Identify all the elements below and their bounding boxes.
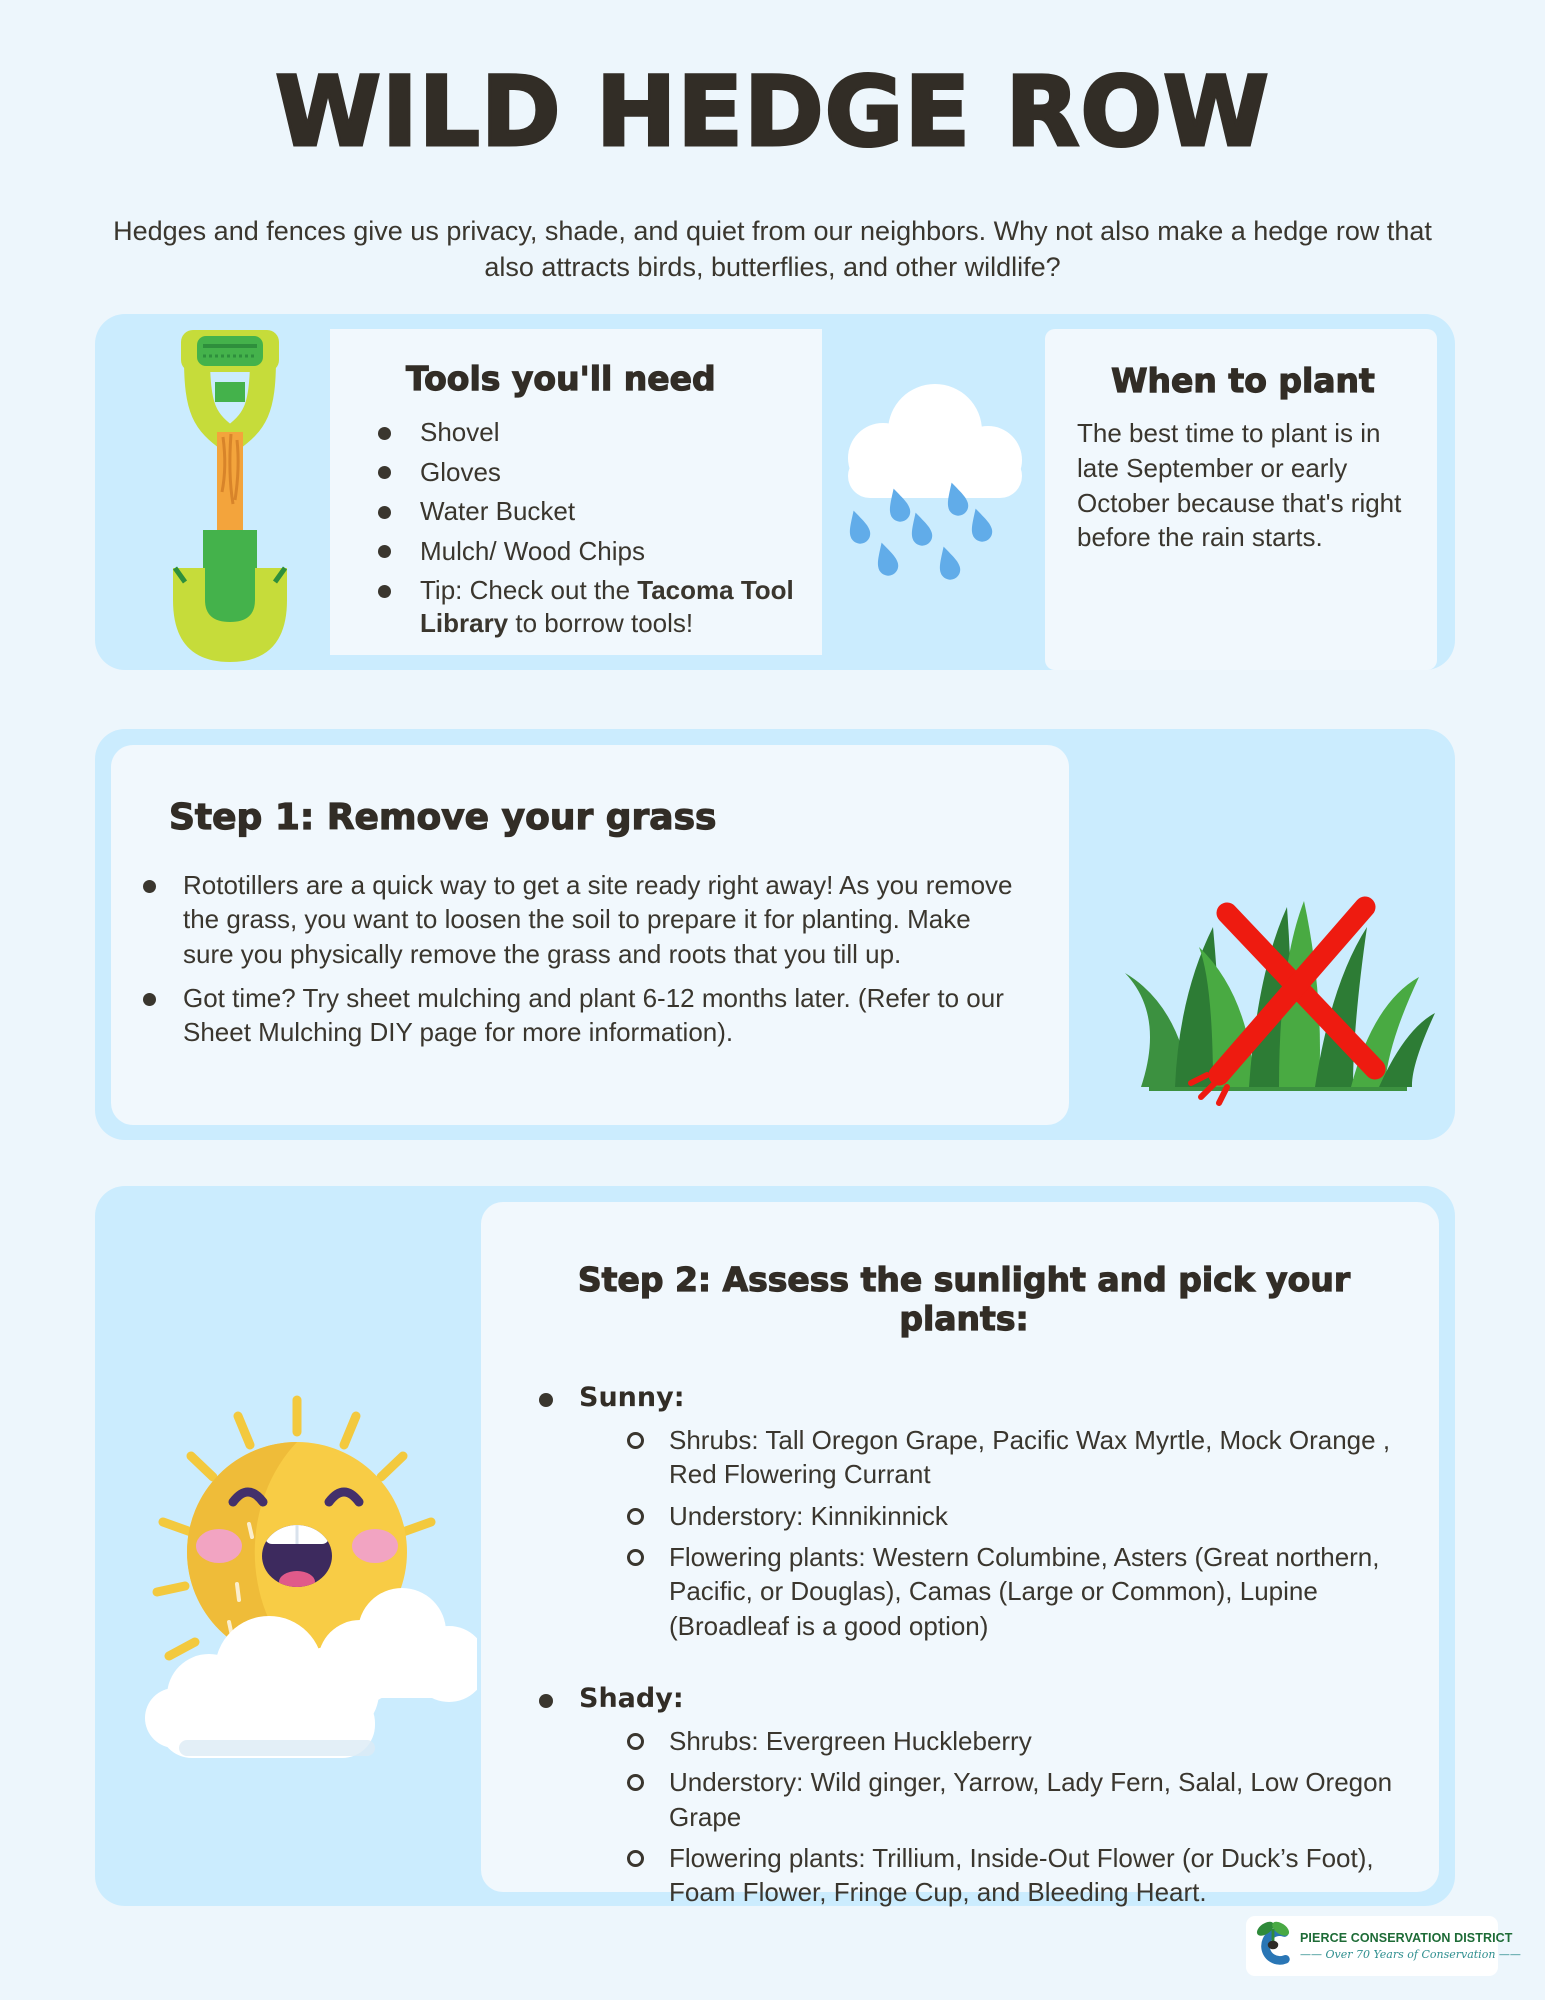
shady-group: [535, 1683, 1399, 1910]
shady-item: Flowering plants: Trillium, Inside-Out Flower (or Duck’s Foot), Foam Flower, Fringe Cup, and Bleeding Heart.: [625, 1841, 1399, 1910]
tip-text: to borrow tools!: [508, 607, 694, 638]
page-title: WILD HEDGE ROW: [275, 56, 1270, 168]
shady-list: [625, 1724, 1399, 1910]
sunny-label: Sunny:: [535, 1382, 1399, 1413]
shady-label: Shady:: [535, 1683, 1399, 1714]
tools-item: Mulch/ Wood Chips: [366, 535, 796, 568]
no-grass-illustration: [1117, 855, 1437, 1120]
tools-item: Shovel: [366, 416, 796, 449]
section-tools-and-when: [95, 314, 1455, 670]
step1-bullet: Got time? Try sheet mulching and plant 6-12 months later. (Refer to our Sheet Mulching DIY page for more information).: [137, 981, 1027, 1050]
sunny-list: [625, 1423, 1399, 1643]
tip-text: Tip: Check out the: [420, 575, 638, 605]
shovel-illustration: [135, 322, 325, 667]
step1-list: [137, 868, 1027, 1050]
section-step2: [95, 1186, 1455, 1906]
step1-heading: Step 1: Remove your grass: [169, 797, 717, 838]
tools-item: Gloves: [366, 456, 796, 489]
step1-panel: [111, 745, 1069, 1125]
when-to-plant-card: [1045, 329, 1437, 670]
sun-behind-clouds-illustration: [117, 1374, 477, 1809]
pierce-conservation-district-logo: [1246, 1916, 1521, 1976]
pcd-tagline: —— Over 70 Years of Conservation ——: [1300, 1948, 1521, 1961]
step2-panel: [481, 1202, 1439, 1908]
tools-item: Water Bucket: [366, 495, 796, 528]
step2-heading: Step 2: Assess the sunlight and pick your plants:: [577, 1260, 1351, 1338]
tools-list: [366, 416, 796, 639]
sunny-group: [535, 1382, 1399, 1643]
step1-bullet: Rototillers are a quick way to get a site ready right away! As you remove the grass, you want to loosen the soil to prepare it for planting. Make sure you physically remove the grass and roots that you till up.: [137, 868, 1027, 971]
section-step1: [95, 729, 1455, 1140]
step2-groups: [535, 1382, 1399, 1909]
tools-item-tip: [366, 574, 796, 639]
shady-item: Understory: Wild ginger, Yarrow, Lady Fern, Salal, Low Oregon Grape: [625, 1765, 1399, 1834]
sunny-item: Understory: Kinnikinnick: [625, 1499, 1399, 1533]
pcd-logo-icon: [1252, 1919, 1294, 1974]
rain-cloud-illustration: [828, 376, 1043, 621]
sunny-item: Flowering plants: Western Columbine, Asters (Great northern, Pacific, or Douglas), Camas (Large or Common), Lupine (Broadleaf is a good option): [625, 1540, 1399, 1643]
pcd-org-name: PIERCE CONSERVATION DISTRICT: [1300, 1931, 1513, 1945]
pcd-logo-text: [1300, 1931, 1521, 1961]
sunny-item: Shrubs: Tall Oregon Grape, Pacific Wax Myrtle, Mock Orange , Red Flowering Currant: [625, 1423, 1399, 1492]
page-subtitle: Hedges and fences give us privacy, shade, and quiet from our neighbors. Why not also make a hedge row that also attracts birds, butterflies, and other wildlife?: [113, 216, 1432, 282]
shady-item: Shrubs: Evergreen Huckleberry: [625, 1724, 1399, 1758]
when-body: The best time to plant is in late September or early October because that's right before the rain starts.: [1077, 418, 1402, 553]
tools-heading: Tools you'll need: [406, 359, 716, 398]
tools-card: [330, 329, 822, 655]
when-heading: When to plant: [1111, 361, 1375, 400]
tip-bold-text: Tacoma Tool Library: [420, 575, 794, 638]
